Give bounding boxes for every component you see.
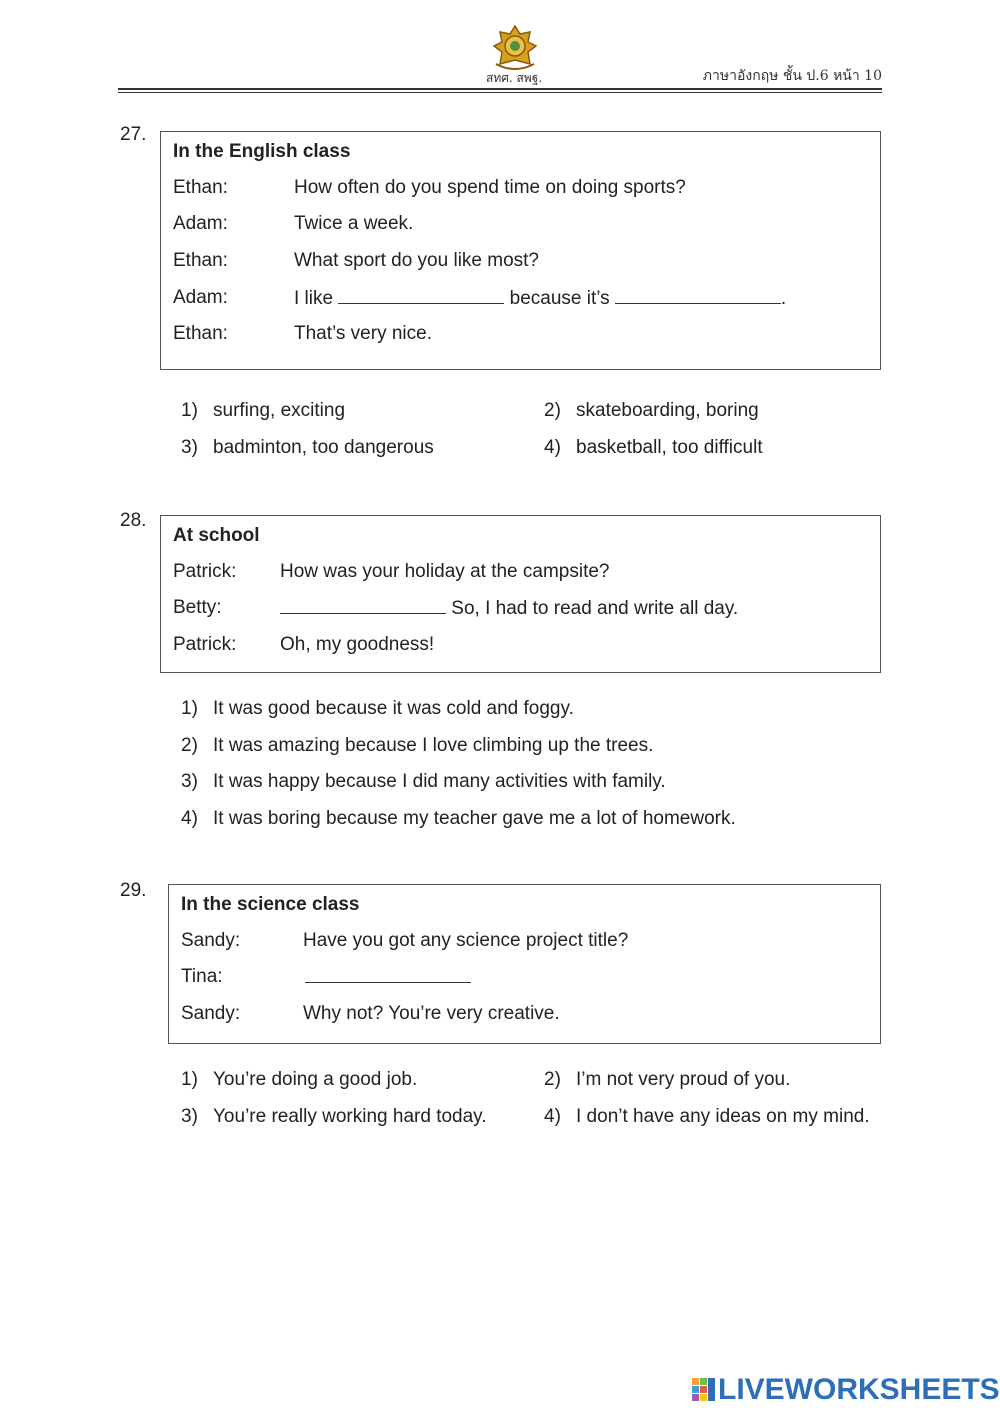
liveworksheets-branding bbox=[692, 1373, 1000, 1406]
answer-option[interactable] bbox=[181, 1106, 487, 1128]
dialogue-box bbox=[168, 884, 881, 1044]
utterance-part: . bbox=[780, 288, 787, 309]
header-rule bbox=[118, 88, 882, 90]
option-text: skateboarding, boring bbox=[576, 400, 759, 421]
utterance-with-blanks bbox=[305, 966, 471, 989]
option-number: 3) bbox=[181, 437, 198, 458]
option-number: 2) bbox=[544, 400, 561, 421]
page-info: ภาษาอังกฤษ ชั้น ป.6 หน้า 10 bbox=[702, 68, 882, 84]
dialogue-title: In the science class bbox=[181, 894, 360, 915]
speaker: Adam: bbox=[173, 287, 228, 308]
option-text: I’m not very proud of you. bbox=[576, 1069, 791, 1090]
option-text: You’re really working hard today. bbox=[213, 1106, 487, 1127]
speaker: Betty: bbox=[173, 597, 222, 618]
option-number: 1) bbox=[181, 698, 198, 719]
option-number: 4) bbox=[544, 437, 561, 458]
speaker: Adam: bbox=[173, 213, 228, 234]
option-number: 4) bbox=[544, 1106, 561, 1127]
option-number: 4) bbox=[181, 808, 198, 829]
speaker: Patrick: bbox=[173, 561, 237, 582]
option-number: 1) bbox=[181, 400, 198, 421]
answer-option[interactable] bbox=[181, 735, 653, 757]
utterance-part: I like bbox=[294, 288, 334, 309]
answer-blank bbox=[305, 966, 471, 983]
liveworksheets-logo-icon bbox=[692, 1378, 716, 1402]
question-number: 28. bbox=[120, 510, 147, 531]
liveworksheets-wordmark: LIVEWORKSHEETS bbox=[718, 1373, 1000, 1406]
option-text: badminton, too dangerous bbox=[213, 437, 434, 458]
utterance: Why not? You’re very creative. bbox=[303, 1003, 560, 1024]
question-number: 27. bbox=[120, 124, 147, 145]
speaker: Sandy: bbox=[181, 1003, 241, 1024]
utterance: What sport do you like most? bbox=[294, 250, 539, 271]
option-number: 3) bbox=[181, 1106, 198, 1127]
dialogue-box bbox=[160, 515, 881, 673]
speaker: Ethan: bbox=[173, 177, 228, 198]
school-emblem-icon bbox=[488, 24, 542, 74]
header-rule-thin bbox=[118, 92, 882, 93]
utterance-with-blanks bbox=[280, 597, 738, 620]
dialogue-box bbox=[160, 131, 881, 370]
utterance: Twice a week. bbox=[294, 213, 414, 234]
speaker: Ethan: bbox=[173, 250, 228, 271]
question-number: 29. bbox=[120, 880, 147, 901]
answer-option[interactable] bbox=[544, 1069, 790, 1091]
utterance: Have you got any science project title? bbox=[303, 930, 629, 951]
utterance: How was your holiday at the campsite? bbox=[280, 561, 610, 582]
answer-option[interactable] bbox=[181, 1069, 417, 1091]
dialogue-title: In the English class bbox=[173, 141, 351, 162]
utterance-with-blanks bbox=[294, 287, 786, 310]
option-text: surfing, exciting bbox=[213, 400, 346, 421]
utterance: Oh, my goodness! bbox=[280, 634, 435, 655]
option-number: 2) bbox=[181, 735, 198, 756]
option-text: It was happy because I did many activities with family. bbox=[213, 771, 666, 792]
answer-option[interactable] bbox=[181, 771, 666, 793]
logo-text: สทศ. สพฐ. bbox=[486, 71, 543, 85]
option-number: 3) bbox=[181, 771, 198, 792]
option-text: You’re doing a good job. bbox=[213, 1069, 418, 1090]
option-text: I don’t have any ideas on my mind. bbox=[576, 1106, 870, 1127]
utterance: That’s very nice. bbox=[294, 323, 432, 344]
speaker: Ethan: bbox=[173, 323, 228, 344]
utterance-part: because it’s bbox=[509, 288, 610, 309]
answer-option[interactable] bbox=[544, 400, 759, 422]
answer-option[interactable] bbox=[181, 808, 736, 830]
utterance-part: So, I had to read and write all day. bbox=[451, 598, 739, 619]
speaker: Patrick: bbox=[173, 634, 237, 655]
answer-option[interactable] bbox=[544, 1106, 870, 1128]
option-number: 1) bbox=[181, 1069, 198, 1090]
answer-blank bbox=[280, 597, 446, 614]
option-text: It was boring because my teacher gave me a lot of homework. bbox=[213, 808, 736, 829]
answer-blank bbox=[338, 287, 504, 304]
option-text: It was good because it was cold and foggy. bbox=[213, 698, 574, 719]
option-text: basketball, too difficult bbox=[576, 437, 763, 458]
page-header bbox=[118, 20, 882, 94]
answer-option[interactable] bbox=[181, 698, 574, 720]
speaker: Tina: bbox=[181, 966, 223, 987]
speaker: Sandy: bbox=[181, 930, 241, 951]
answer-option[interactable] bbox=[181, 400, 345, 422]
dialogue-title: At school bbox=[173, 525, 260, 546]
answer-option[interactable] bbox=[181, 437, 434, 459]
option-text: It was amazing because I love climbing up the trees. bbox=[213, 735, 654, 756]
answer-blank bbox=[615, 287, 781, 304]
answer-option[interactable] bbox=[544, 437, 763, 459]
option-number: 2) bbox=[544, 1069, 561, 1090]
utterance: How often do you spend time on doing sports? bbox=[294, 177, 686, 198]
